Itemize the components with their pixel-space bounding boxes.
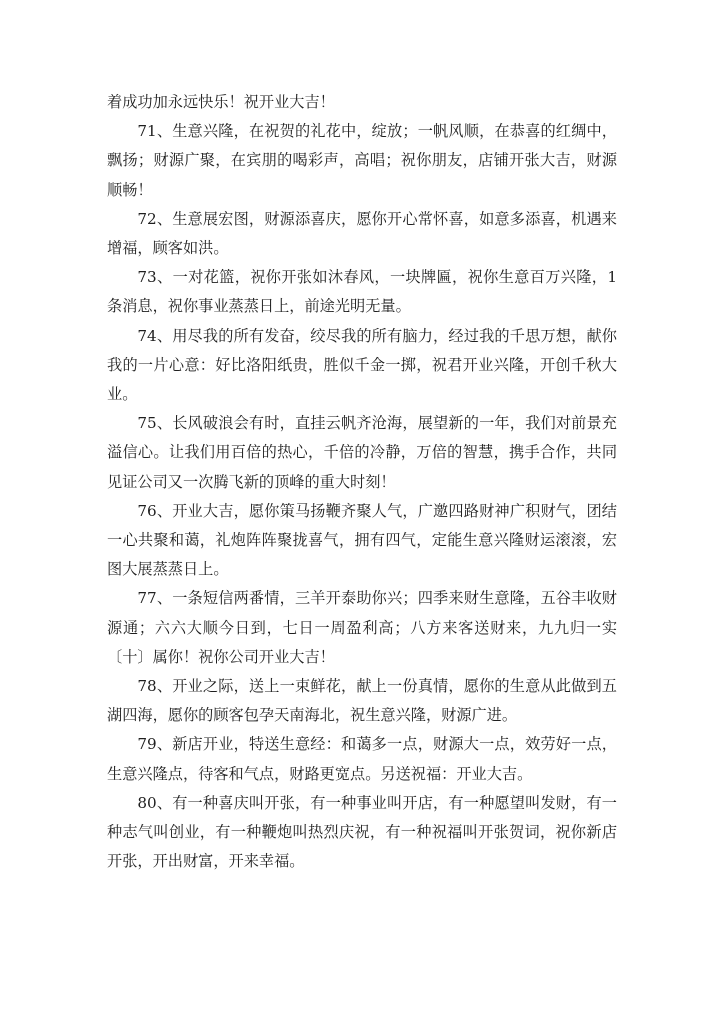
paragraph-continuation: 着成功加永远快乐！祝开业大吉！ (107, 93, 335, 111)
paragraph-72: 72、生意展宏图，财源添喜庆，愿你开心常怀喜，如意多添喜，机遇来增福，顾客如洪。 (107, 209, 617, 258)
paragraph-77: 77、一条短信两番情，三羊开泰助你兴；四季来财生意隆，五谷丰收财源通；六六大顺今日到，七日一周盈利高；八方来客送财来，九九归一实〔十〕属你！祝你公司开业大吉！ (107, 589, 617, 666)
document-body (107, 88, 617, 876)
paragraph-75: 75、长风破浪会有时，直挂云帆齐沧海，展望新的一年，我们对前景充溢信心。让我们用百倍的热心，千倍的冷静，万倍的智慧，携手合作，共同见证公司又一次腾飞新的顶峰的重大时刻！ (107, 414, 617, 491)
paragraph-73: 73、一对花篮，祝你开张如沐春风，一块牌匾，祝你生意百万兴隆，1 条消息，祝你事业蒸蒸日上，前途光明无量。 (107, 268, 617, 316)
paragraph-79: 79、新店开业，特送生意经：和蔼多一点，财源大一点，效劳好一点，生意兴隆点，待客和气点，财路更宽点。另送祝福：开业大吉。 (107, 735, 617, 783)
paragraph-76: 76、开业大吉，愿你策马扬鞭齐聚人气，广邀四路财神广积财气，团结一心共聚和蔼，礼炮阵阵聚拢喜气，拥有四气，定能生意兴隆财运滚滚，宏图大展蒸蒸日上。 (107, 501, 617, 579)
paragraph-78: 78、开业之际，送上一束鲜花，献上一份真情，愿你的生意从此做到五湖四海，愿你的顾客包孕天南海北，祝生意兴隆，财源广进。 (107, 677, 617, 725)
paragraph-80: 80、有一种喜庆叫开张，有一种事业叫开店，有一种愿望叫发财，有一种志气叫创业，有一种鞭炮叫热烈庆祝，有一种祝福叫开张贺词，祝你新店开张，开出财富，开来幸福。 (107, 793, 617, 871)
paragraph-74: 74、用尽我的所有发奋，绞尽我的所有脑力，经过我的千思万想，献你我的一片心意：好比洛阳纸贵，胜似千金一掷，祝君开业兴隆，开创千秋大业。 (107, 326, 617, 404)
paragraph-71: 71、生意兴隆，在祝贺的礼花中，绽放；一帆风顺，在恭喜的红绸中，飘扬；财源广聚，在宾朋的喝彩声，高唱；祝你朋友，店铺开张大吉，财源顺畅！ (107, 122, 617, 199)
